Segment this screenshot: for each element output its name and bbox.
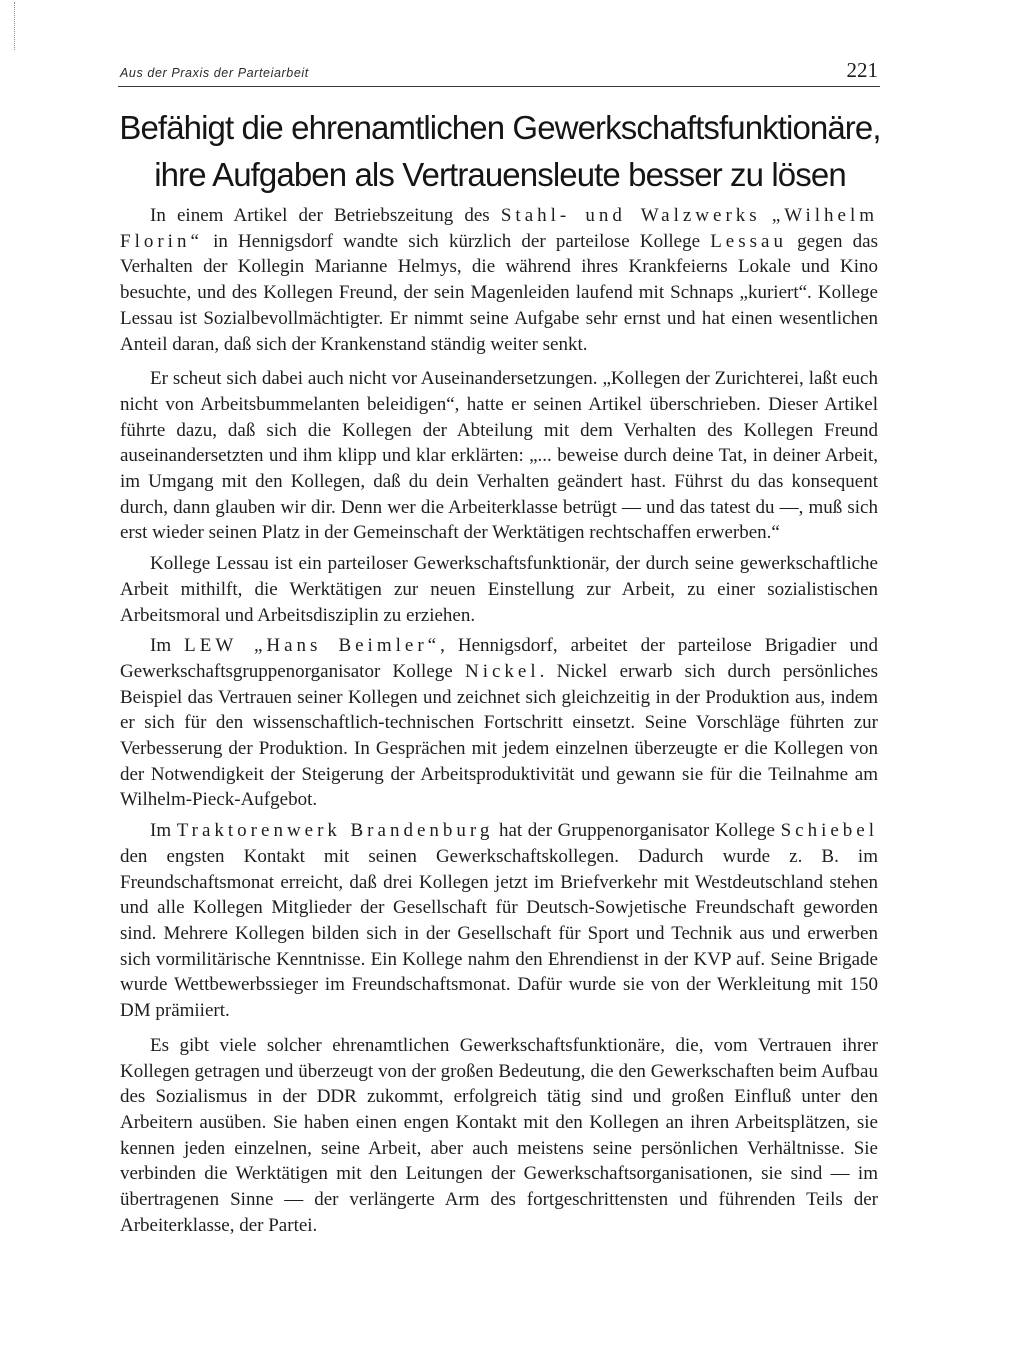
p5-text-3: den engsten Kontakt mit seinen Gewerkschaftskollegen. Dadurch wurde z. B. im Freundschaftsmonat erreicht, daß drei Kollegen jetzt im Briefverkehr mit Westdeutschland stehen und alle Kollegen Mitglieder der Gesellschaft für Deutsch-Sowjetische Freundschaft geworden sind. Mehrere Kollegen bilden sich in der Gesellschaft für Sport und Technik aus und erwerben sich vormilitärische Kenntnisse. Ein Kollege nahm den Ehrendienst in der KVP auf. Seine Brigade wurde Wettbewerbssieger im Freundschaftsmonat. Dafür wurde sie von der Werkleitung mit 150 DM prämiiert. — [120, 845, 878, 1022]
paragraph-4 — [120, 633, 878, 813]
running-title: Aus der Praxis der Parteiarbeit — [120, 66, 309, 80]
article-title-line-1: Befähigt die ehrenamtlichen Gewerkschaftsfunktionäre, — [119, 109, 881, 146]
p1-text-3: in Hennigsdorf wandte sich kürzlich der parteilose Kollege — [202, 230, 711, 252]
p4-spaced-plant: LEW „Hans Beimler“ — [184, 635, 441, 657]
p4-text-3: . Nickel erwarb sich durch persönliches Beispiel das Vertrauen seiner Kollegen und zeichnet sich gleichzeitig in der Produktion aus, indem er sich für den wissenschaftlich-technischen Fortschritt einsetzt. Seine Vorschläge führten zur Verbesserung der Produktion. In Gesprächen mit jedem einzelnen überzeugte er die Kollegen von der Notwendigkeit der Steigerung der Arbeitsproduktivität und gewann sie für die Teilnahme am Wilhelm-Pieck-Aufgebot. — [120, 660, 878, 811]
p1-text-4: gegen das Verhalten der Kollegin Marianne Helmys, die während ihres Krankfeierns Lokale und Kino besuchte, und des Kollegen Freund, der sein Magenleiden laufend mit Schnaps „kuriert“. Kollege Lessau ist Sozialbevollmächtigter. Er nimmt seine Aufgabe sehr ernst und hat einen wesentlichen Anteil daran, daß sich der Krankenstand ständig weiter senkt. — [120, 230, 878, 355]
p5-spaced-plant: Traktorenwerk Brandenburg — [176, 820, 494, 842]
article-title-line-2: ihre Aufgaben als Vertrauensleute besser zu lösen — [154, 156, 846, 193]
p4-spaced-person: Nickel — [464, 660, 540, 682]
p5-text-1: Im — [150, 820, 177, 842]
paragraph-3: Kollege Lessau ist ein parteiloser Gewerkschaftsfunktionär, der durch seine gewerkschaftliche Arbeit mithilft, die Werktätigen zur neuen Einstellung zur Arbeit, zu einer sozialistischen Arbeitsmoral und Arbeitsdisziplin zu erziehen. — [120, 553, 878, 626]
scan-edge-mark — [14, 2, 17, 50]
p1-text-2 — [761, 205, 772, 226]
paragraph-1 — [120, 203, 878, 357]
p1-spaced-plant-name: „Wilhelm Florin“ — [120, 205, 878, 252]
article-body — [120, 203, 878, 1238]
running-header — [118, 58, 880, 87]
paragraph-5 — [120, 818, 878, 1024]
p4-text-1: Im — [150, 635, 185, 657]
p5-spaced-person: Schiebel — [780, 820, 878, 842]
page-number: 221 — [846, 58, 878, 82]
p5-text-2: hat der Gruppenorganisator Kollege — [493, 820, 781, 842]
paragraph-6: Es gibt viele solcher ehrenamtlichen Gewerkschaftsfunktionäre, die, vom Vertrauen ihrer Kollegen getragen und überzeugt von der großen Bedeutung, die den Gewerkschaften beim Aufbau des Sozialismus in der DDR zukommt, erfolgreich tätig sind und großen Einfluß unter den Arbeitern ausüben. Sie haben einen engen Kontakt mit den Kollegen an ihren Arbeitsplätzen, sie kennen jeden einzelnen, seine Arbeit, aber auch meistens seine persönlichen Verhältnisse. Sie verbinden die Werktätigen mit den Leitungen der Gewerkschaftsorganisationen, sie sind — im übertragenen Sinne — der verlängerte Arm des fortgeschrittensten und führenden Teils der Arbeiterklasse, der Partei. — [120, 1034, 878, 1236]
p1-text-1: In einem Artikel der Betriebszeitung des — [150, 205, 501, 226]
p1-spaced-person: Lessau — [710, 230, 787, 252]
p1-spaced-company: Stahl- und Walzwerks — [500, 205, 761, 226]
p4-text-2: , Hennigsdorf, arbeitet der parteilose Brigadier und Gewerkschaftsgruppenorganisator Kollege — [120, 635, 879, 682]
article-title — [110, 104, 890, 198]
paragraph-2: Er scheut sich dabei auch nicht vor Auseinandersetzungen. „Kollegen der Zurichterei, laßt euch nicht von Arbeitsbummelanten beleidigen“, hatte er seinen Artikel überschrieben. Dieser Artikel führte dazu, daß sich die Kollegen der Abteilung mit dem Verhalten des Kollegen Freund auseinandersetzten und ihm klipp und klar erklärten: „... beweise durch deine Tat, in deiner Arbeit, im Umgang mit den Kollegen, daß du dein Verhalten geändert hast. Führst du das konsequent durch, dann glauben wir dir. Denn wer die Arbeiterklasse betrügt — und das tatest du —, muß sich erst wieder seinen Platz in der Gemeinschaft der Werktätigen rechtschaffen erwerben.“ — [120, 368, 878, 544]
